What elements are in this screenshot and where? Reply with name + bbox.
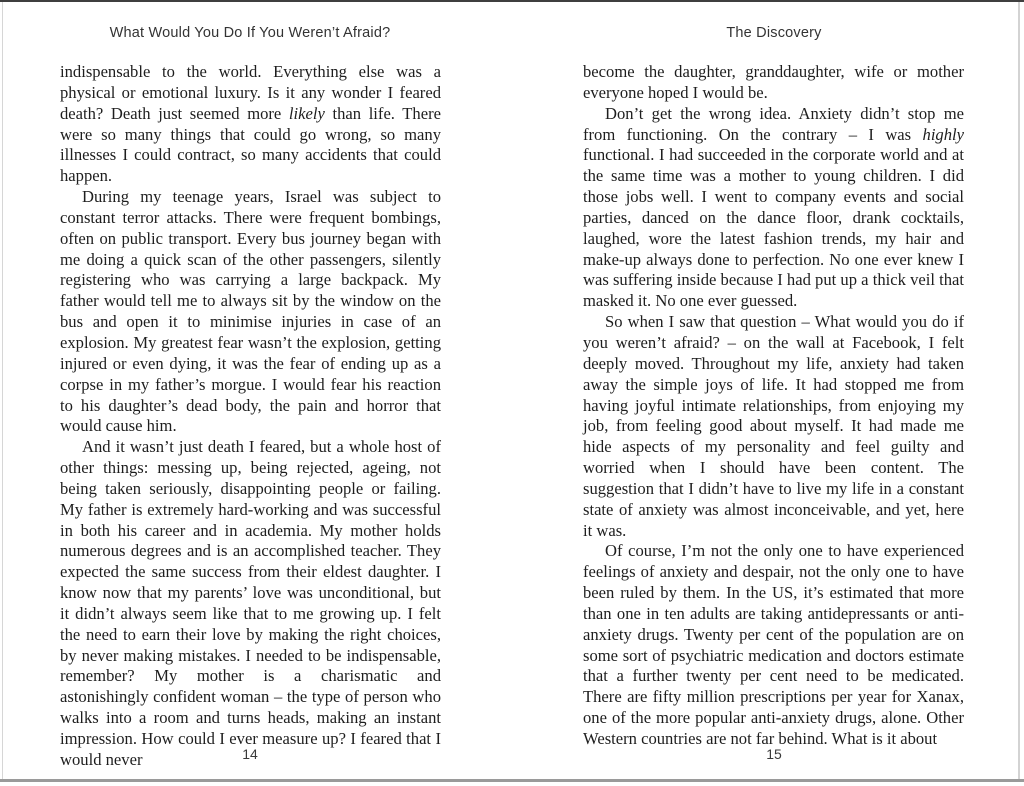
left-page-number: 14 [242,746,258,762]
text-segment: During my teenage years, Israel was subject to constant terror attacks. There were frequent bombings, often on public transport. Every bus journey began with me doing a quick scan of the other passengers, silently registering who was carrying a large backpack. My father would tell me to always sit by the window on the bus and open it to minimise injuries in case of an explosion. My greatest fear wasn’t the explosion, getting injured or even dying, it was the fear of ending up as a corpse in my father’s morgue. I would fear his reaction to his daughter’s dead body, the pain and horror that would cause him. [60,187,441,436]
text-segment: functional. I had succeeded in the corporate world and at the same time was a mother to young children. I did those jobs well. I went to company events and social parties, danced on the dance floor, drank cocktails, laughed, wore the latest fashion trends, my hair and make-up always done to perfection. No one ever knew I was suffering inside because I had put up a thick veil that masked it. No one ever guessed. [583,145,964,311]
text-segment: Don’t get the wrong idea. Anxiety didn’t stop me from functioning. On the contrary – I was [583,103,964,144]
right-page-number: 15 [766,746,782,762]
paragraph [60,437,441,771]
paragraph [60,187,441,437]
text-segment: So when I saw that question – What would you do if you weren’t afraid? – on the wall at Facebook, I felt deeply moved. Throughout my life, anxiety had taken away the simple joys of life. It had stopped me from having joyful intimate relationships, from enjoying my job, from feeling good about myself. It had made me hide aspects of my personality and feel guilty and worried when I should have been content. The suggestion that I didn’t have to live my life in a constant state of anxiety was almost inconceivable, and yet, here it was. [583,312,964,540]
left-page-text [60,62,441,771]
text-segment: become the daughter, granddaughter, wife or mother everyone hoped I would be. [583,62,964,102]
italic-text: likely [288,103,325,123]
page-edge-top [0,0,1024,2]
text-segment: And it wasn’t just death I feared, but a whole host of other things: messing up, being rejected, ageing, not being taken seriously, disappointing people or failing. My father is extremely hard-working and was successful in both his career and in academia. My mother holds numerous degrees and is an accomplished teacher. They expected the same success from their eldest daughter. I know now that my parents’ love was unconditional, but it didn’t always seem like that to me growing up. I felt the need to earn their love by making the right choices, by never making mistakes. I needed to be indispensable, remember? My mother is a charismatic and astonishingly confident woman – the type of person who walks into a room and turns heads, making an instant impression. How could I ever measure up? I feared that I would never [60,437,441,769]
italic-text: highly [922,124,964,144]
text-segment: indispensable to the world. Everything else was a physical or emotional luxury. Is it any wonder I feared death? Death just seemed more [60,62,441,123]
page-edge-left [2,2,3,780]
right-page-text [583,62,964,750]
paragraph [60,62,441,187]
page-edge-right [1018,2,1020,780]
paragraph [583,62,964,104]
left-running-header: What Would You Do If You Weren’t Afraid? [109,25,391,41]
text-segment: than life. There were so many things that could go wrong, so many illnesses I could contract, so many accidents that could happen. [60,103,441,186]
paragraph [583,541,964,749]
paragraph [583,104,964,312]
paragraph [583,312,964,541]
page-edge-bottom [0,779,1024,782]
right-page [512,0,1024,786]
text-segment: Of course, I’m not the only one to have experienced feelings of anxiety and despair, not the only one to have been ruled by them. In the US, it’s estimated that more than one in ten adults are taking antidepressants or anti-anxiety drugs. Twenty per cent of the population are on some sort of psychiatric medication and doctors estimate that a further twenty per cent need to be medicated. There are fifty million prescriptions per year for Xanax, one of the more popular anti-anxiety drugs, alone. Other Western countries are not far behind. What is it about [583,541,964,748]
right-running-header: The Discovery [726,25,822,41]
